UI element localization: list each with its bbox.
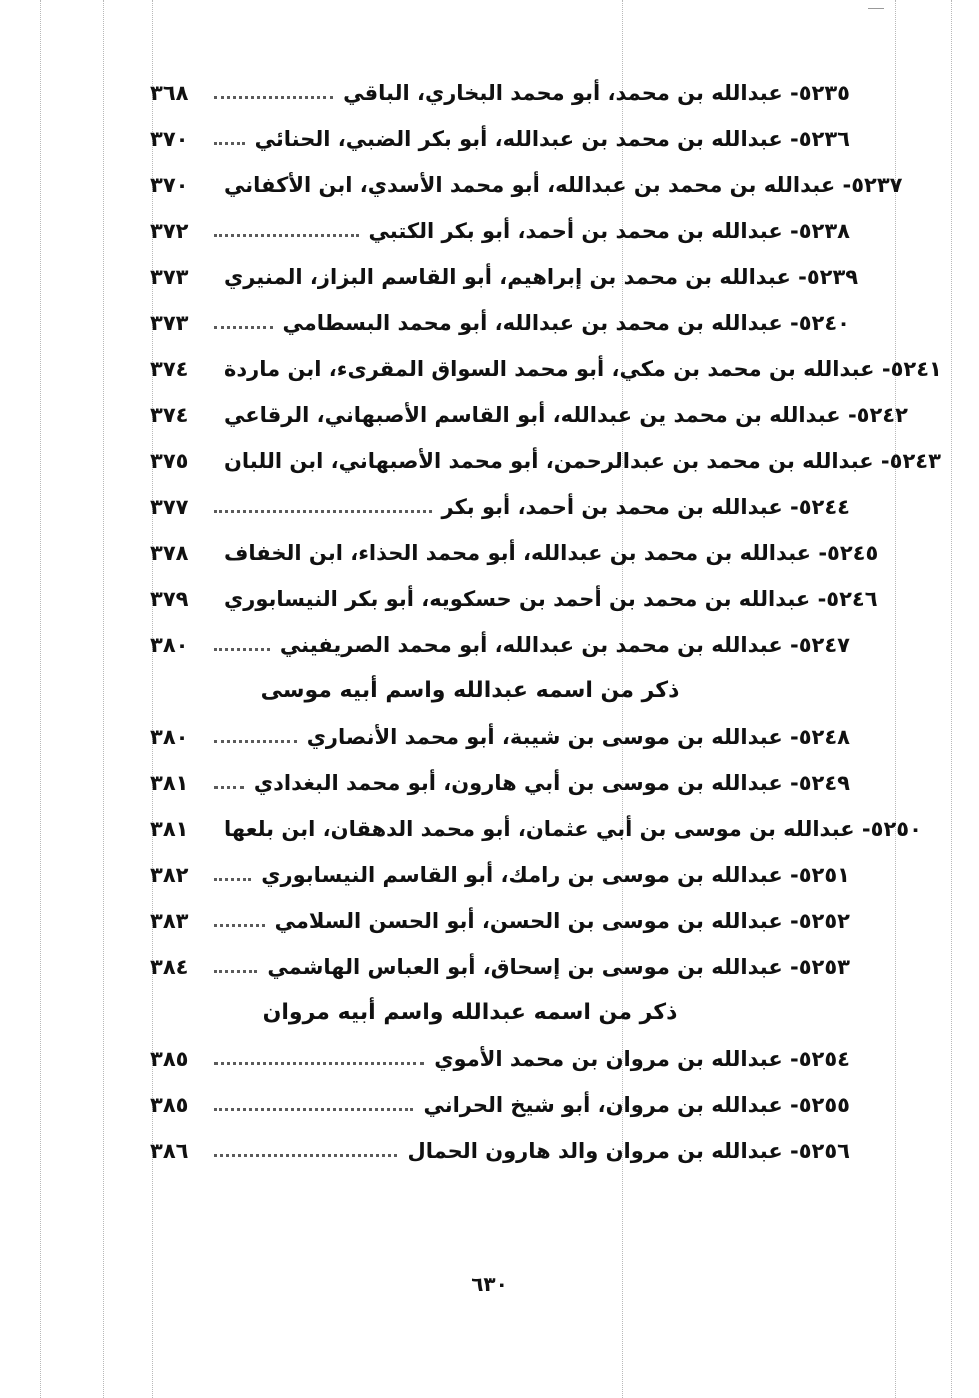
table-of-contents [150, 70, 942, 1174]
entry-page-number: ٣٨٤ [150, 955, 189, 979]
entry-title [307, 725, 850, 749]
entry-title [224, 357, 942, 381]
entry-number: ٥٢٣٦- [790, 127, 850, 151]
entry-page-number: ٣٧٩ [150, 587, 189, 611]
toc-entry [150, 208, 850, 254]
entry-number: ٥٢٥٤- [790, 1047, 850, 1071]
toc-entry [150, 622, 850, 668]
toc-entry [150, 116, 850, 162]
entry-number: ٥٢٣٥- [790, 81, 850, 105]
scan-guide-line [40, 0, 41, 1398]
toc-entry [150, 70, 850, 116]
section-heading-musa: ذكر من اسمه عبدالله واسم أبيه موسى [260, 678, 680, 703]
entry-page-number: ٣٨١ [150, 817, 189, 841]
section-heading-marwan: ذكر من اسمه عبدالله واسم أبيه مروان [262, 1000, 678, 1025]
dot-leader [214, 877, 251, 881]
entry-number: ٥٢٤٦- [817, 587, 878, 611]
entry-text: عبدالله بن محمد بن مكي، أبو محمد السواق المقرىء، ابن ماردة [224, 357, 875, 381]
entry-title [224, 587, 878, 611]
toc-entry [150, 254, 859, 300]
dot-leader [214, 739, 297, 743]
entry-number: ٥٢٥٠- [861, 817, 922, 841]
entry-text: عبدالله بن محمد بن إبراهيم، أبو القاسم البزاز، المنيري [224, 265, 791, 289]
scan-guide-line [895, 0, 896, 1398]
entry-title [369, 219, 850, 243]
entry-title [224, 817, 922, 841]
entry-page-number: ٣٨٣ [150, 909, 189, 933]
entry-text: عبدالله بن مروان بن محمد الأموي [434, 1047, 783, 1071]
toc-entry [150, 576, 878, 622]
entry-text: عبدالله بن محمد بن عبدالله، أبو محمد البسطامي [282, 311, 783, 335]
entry-page-number: ٣٨٥ [150, 1093, 189, 1117]
toc-entry [150, 162, 903, 208]
entry-page-number: ٣٨٠ [150, 725, 189, 749]
entry-page-number: ٣٧٠ [150, 173, 189, 197]
toc-entry [150, 944, 850, 990]
entry-number: ٥٢٤٥- [818, 541, 879, 565]
entry-text: عبدالله بن موسى بن الحسن، أبو الحسن السلامي [274, 909, 783, 933]
toc-entry [150, 1128, 850, 1174]
entry-group-3 [150, 1036, 850, 1174]
entry-page-number: ٣٨١ [150, 771, 189, 795]
entry-number: ٥٢٤٠- [790, 311, 850, 335]
entry-number: ٥٢٥٣- [790, 955, 850, 979]
dot-leader [214, 785, 244, 789]
entry-text: عبدالله بن موسى بن أبي عثمان، أبو محمد الدهقان، ابن بلعها [224, 817, 855, 841]
entry-title [255, 127, 850, 151]
entry-text: عبدالله بن موسى بن أبي هارون، أبو محمد البغدادي [253, 771, 783, 795]
entry-title [280, 633, 850, 657]
entry-title [434, 1047, 850, 1071]
entry-text: عبدالله بن محمد بن عبدالله، أبو محمد الصريفيني [279, 633, 783, 657]
entry-page-number: ٣٨٠ [150, 633, 189, 657]
toc-entry [150, 898, 850, 944]
entry-text: عبدالله بن مروان، أبو شيخ الحراني [423, 1093, 783, 1117]
entry-text: عبدالله بن موسى بن شيبة، أبو محمد الأنصاري [306, 725, 783, 749]
toc-entry [150, 714, 850, 760]
entry-text: عبدالله بن محمد بن عبدالرحمن، أبو محمد الأصبهاني، ابن اللبان [224, 449, 874, 473]
entry-title [224, 173, 902, 197]
entry-page-number: ٣٧٨ [150, 541, 189, 565]
toc-entry [150, 806, 922, 852]
entry-title [442, 495, 850, 519]
dot-leader [214, 141, 245, 145]
entry-text: عبدالله بن محمد، أبو محمد البخاري، الباقي [343, 81, 783, 105]
entry-number: ٥٢٣٧- [842, 173, 903, 197]
page-number: ٦٣٠ [471, 1272, 508, 1296]
toc-entry [150, 1036, 850, 1082]
entry-page-number: ٣٧٣ [150, 265, 189, 289]
dot-leader [214, 1153, 397, 1157]
toc-entry [150, 300, 850, 346]
entry-number: ٥٢٤٧- [790, 633, 850, 657]
entry-page-number: ٣٨٥ [150, 1047, 189, 1071]
entry-title [224, 541, 878, 565]
toc-entry [150, 1082, 850, 1128]
dot-leader [214, 923, 265, 927]
scan-guide-line [103, 0, 104, 1398]
entry-text: عبدالله بن موسى بن رامك، أبو القاسم النيسابوري [261, 863, 783, 887]
dot-leader [214, 647, 270, 651]
dot-leader [214, 325, 273, 329]
entry-number: ٥٢٥٢- [790, 909, 850, 933]
entry-text: عبدالله بن محمد بن أحمد، أبو بكر [441, 495, 783, 519]
entry-number: ٥٢٥٦- [790, 1139, 850, 1163]
dot-leader [214, 95, 333, 99]
toc-entry [150, 530, 879, 576]
entry-page-number: ٣٧٢ [150, 219, 189, 243]
entry-number: ٥٢٤٩- [790, 771, 850, 795]
entry-title [343, 81, 850, 105]
entry-number: ٥٢٣٨- [790, 219, 850, 243]
dot-leader [214, 509, 432, 513]
entry-page-number: ٣٧٤ [150, 403, 189, 427]
entry-text: عبدالله بن موسى بن إسحاق، أبو العباس الهاشمي [267, 955, 783, 979]
entry-title [261, 863, 850, 887]
entry-title [224, 403, 908, 427]
entry-number: ٥٢٤١- [881, 357, 942, 381]
entry-title [283, 311, 850, 335]
entry-page-number: ٣٧٤ [150, 357, 189, 381]
entry-page-number: ٣٦٨ [150, 81, 189, 105]
toc-entry [150, 392, 908, 438]
dot-leader [214, 1061, 424, 1065]
entry-text: عبدالله بن محمد ين عبدالله، أبو القاسم الأصبهاني، الرقاعي [224, 403, 841, 427]
entry-title [254, 771, 850, 795]
entry-text: عبدالله بن محمد بن أحمد، أبو بكر الكتبي [368, 219, 783, 243]
entry-page-number: ٣٧٣ [150, 311, 189, 335]
entry-title [407, 1139, 850, 1163]
toc-entry [150, 484, 850, 530]
entry-text: عبدالله بن محمد بن عبدالله، أبو محمد الحذاء، ابن الخفاف [224, 541, 812, 565]
entry-number: ٥٢٤٨- [790, 725, 850, 749]
entry-number: ٥٢٥١- [790, 863, 850, 887]
entry-text: عبدالله بن مروان والد هارون الحمال [407, 1139, 783, 1163]
entry-title [275, 909, 850, 933]
entry-page-number: ٣٧٠ [150, 127, 189, 151]
entry-title [423, 1093, 850, 1117]
dot-leader [214, 1107, 413, 1111]
entry-page-number: ٣٨٦ [150, 1139, 189, 1163]
entry-title [224, 265, 858, 289]
scan-guide-line [951, 0, 952, 1398]
dot-leader [214, 233, 359, 237]
entry-number: ٥٢٣٩- [798, 265, 859, 289]
entry-page-number: ٣٧٧ [150, 495, 189, 519]
entry-number: ٥٢٤٣- [880, 449, 941, 473]
entry-title [224, 449, 941, 473]
dot-leader [214, 969, 257, 973]
toc-entry [150, 852, 850, 898]
entry-number: ٥٢٤٢- [847, 403, 908, 427]
entry-text: عبدالله بن محمد بن أحمد بن حسكويه، أبو بكر النيسابوري [224, 587, 811, 611]
toc-entry [150, 346, 942, 392]
scan-mark [868, 8, 884, 9]
entry-page-number: ٣٧٥ [150, 449, 189, 473]
entry-group-1 [150, 70, 942, 668]
toc-entry [150, 760, 850, 806]
entry-group-2 [150, 714, 922, 990]
entry-text: عبدالله بن محمد بن عبدالله، أبو محمد الأسدي، ابن الأكفاني [224, 173, 836, 197]
entry-number: ٥٢٤٤- [790, 495, 850, 519]
entry-text: عبدالله بن محمد بن عبدالله، أبو بكر الضبي، الحنائي [254, 127, 783, 151]
entry-page-number: ٣٨٢ [150, 863, 189, 887]
toc-entry [150, 438, 941, 484]
entry-number: ٥٢٥٥- [790, 1093, 850, 1117]
entry-title [267, 955, 850, 979]
